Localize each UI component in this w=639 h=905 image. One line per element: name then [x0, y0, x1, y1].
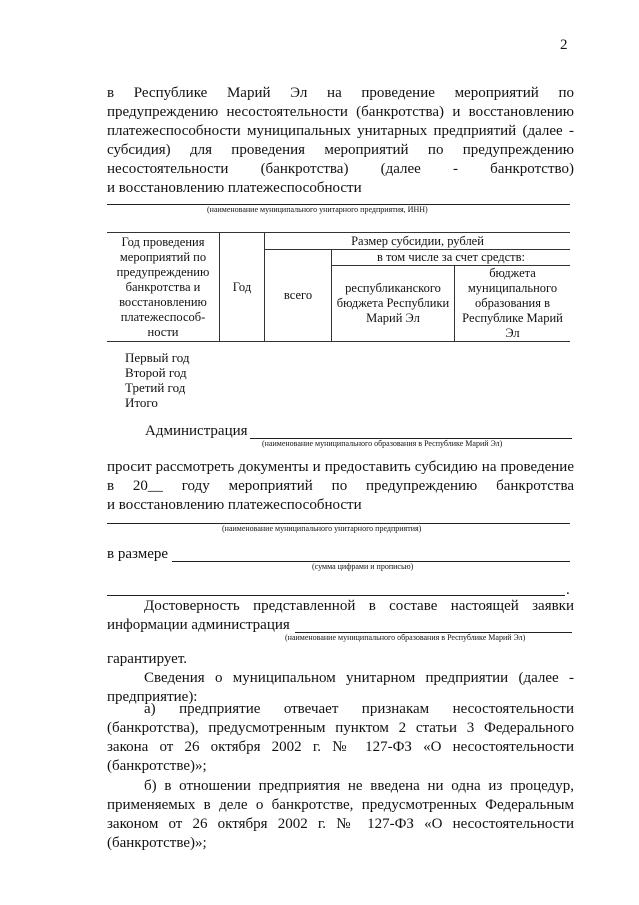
administration-caption: (наименование муниципального образования в Республике Марий Эл) — [262, 439, 503, 448]
row-label: Итого — [125, 395, 158, 410]
subsidy-table — [107, 232, 570, 342]
info-line: Сведения о муниципальном унитарном предприятии (далее - — [144, 670, 574, 686]
administration-label: Администрация — [145, 423, 248, 439]
page-number: 2 — [560, 37, 568, 53]
item-b-line: б) в отношении предприятия не введена ни одна из процедур, — [144, 778, 574, 794]
item-b-line: (банкротстве)»; — [107, 835, 207, 851]
item-b-line: применяемых в деле о банкротстве, предусмотренных Федеральным — [107, 797, 574, 813]
table-row-labels — [125, 350, 190, 410]
header-subsidy-size: Размер субсидии, рублей — [265, 233, 571, 250]
header-republic-budget: республиканского бюджета Республики Марий Эл — [332, 266, 455, 342]
intro-line: и восстановлению платежеспособности — [107, 180, 362, 196]
item-b — [107, 777, 574, 853]
enterprise-caption: (наименование муниципального унитарного предприятия) — [222, 524, 422, 533]
intro-line: платежеспособности муниципальных унитарных предприятий (далее - — [107, 123, 574, 139]
intro-paragraph — [107, 84, 574, 198]
header-total: всего — [265, 250, 332, 342]
header-year: Год — [220, 233, 265, 342]
info-line: предприятие): — [107, 689, 198, 705]
header-year-program: Год проведения мероприятий по предупреждению банкротства и восстановлению платежеспособ-ности — [107, 233, 220, 342]
intro-line: предупреждению несостоятельности (банкротства) и восстановлению — [107, 104, 574, 120]
reliability-paragraph — [107, 597, 574, 616]
intro-line: субсидия) для проведения мероприятий по предупреждению — [107, 142, 574, 158]
amount-caption: (сумма цифрами и прописью) — [312, 562, 414, 571]
item-a-line: (банкротстве)»; — [107, 758, 207, 774]
reliability-label: информации администрация — [107, 617, 290, 633]
request-paragraph — [107, 458, 574, 515]
item-b-line: законом от 26 октября 2002 г. № 127-ФЗ «О несостоятельности — [107, 816, 574, 832]
request-line: в 20__ году мероприятий по предупреждению банкротства — [107, 478, 574, 494]
intro-line: несостоятельности (банкротства) (далее - банкротство) — [107, 161, 574, 177]
reliability-guarantees: гарантирует. — [107, 651, 188, 667]
reliability-line: Достоверность представленной в составе настоящей заявки — [144, 598, 574, 614]
enterprise-inn-caption: (наименование муниципального унитарного предприятия, ИНН) — [207, 205, 428, 214]
row-label: Второй год — [125, 365, 187, 380]
item-a-line: а) предприятие отвечает признакам несостоятельности — [144, 701, 574, 717]
request-line: просит рассмотреть документы и предоставить субсидию на проведение — [107, 459, 574, 475]
item-a — [107, 700, 574, 776]
intro-line: в Республике Марий Эл на проведение мероприятий по — [107, 85, 574, 101]
amount-continuation-line — [107, 595, 565, 596]
amount-label: в размере — [107, 546, 169, 562]
header-including: в том числе за счет средств: — [332, 250, 571, 266]
item-a-line: закона от 26 октября 2002 г. № 127-ФЗ «О несостоятельности — [107, 739, 574, 755]
amount-end-dot: . — [566, 582, 570, 598]
item-a-line: (банкротства), предусмотренным пунктом 2 статьи 3 Федерального — [107, 720, 574, 736]
row-label: Третий год — [125, 380, 186, 395]
reliability-caption: (наименование муниципального образования в Республике Марий Эл) — [285, 633, 526, 642]
row-label: Первый год — [125, 350, 190, 365]
request-line: и восстановлению платежеспособности — [107, 497, 362, 513]
header-municipal-budget: бюджета муниципального образования в Республике Марий Эл — [455, 266, 571, 342]
